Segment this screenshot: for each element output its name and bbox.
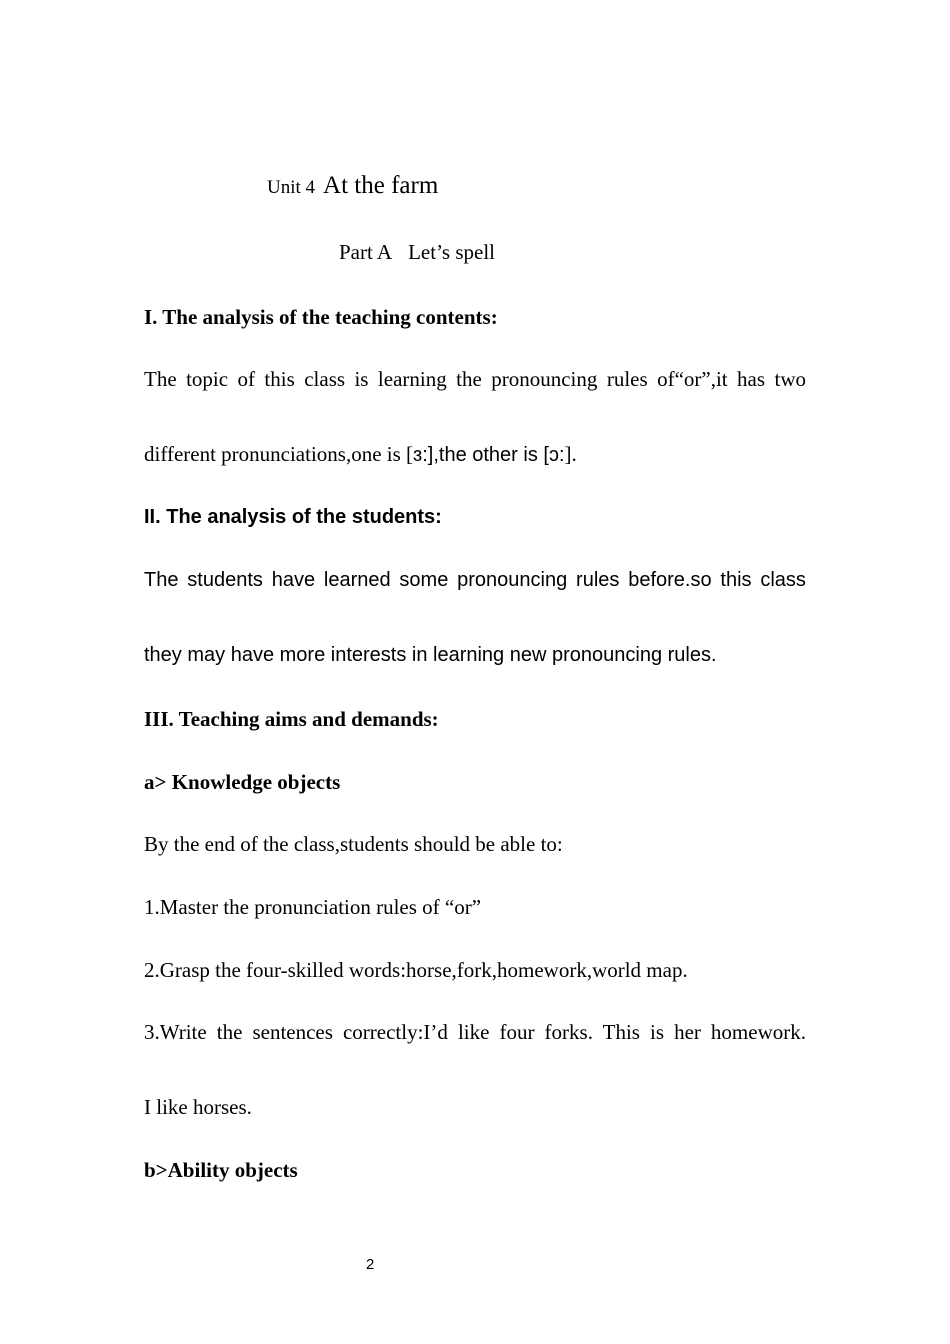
subtitle-name: Let’s spell	[408, 240, 495, 264]
word: pronouncing	[457, 569, 568, 591]
page-number: 2	[366, 1256, 375, 1273]
word: students	[187, 569, 263, 591]
unit-name: At the farm	[323, 172, 439, 199]
students-paragraph-line-2: they may have more interests in learning new pronouncing rules.	[144, 644, 717, 666]
section-heading-contents: I. The analysis of the teaching contents:	[144, 305, 498, 329]
word: learned	[323, 569, 391, 591]
word: The	[144, 569, 179, 591]
students-paragraph-line-1	[144, 569, 806, 592]
unit-title	[267, 172, 438, 200]
word: class	[760, 569, 806, 591]
knowledge-item-3-line-1: 3.Write the sentences correctly:I’d like four forks. This is her homework.	[144, 1020, 806, 1044]
word: this	[720, 569, 752, 591]
word: have	[271, 569, 316, 591]
subheading-ability-objects: b>Ability objects	[144, 1158, 298, 1182]
word: rules	[576, 569, 620, 591]
word: before.so	[628, 569, 712, 591]
subheading-knowledge-objects: a> Knowledge objects	[144, 770, 341, 794]
knowledge-item-3-line-2: I like horses.	[144, 1095, 252, 1119]
subtitle-part: Part A	[339, 240, 393, 264]
knowledge-intro: By the end of the class,students should be able to:	[144, 832, 563, 856]
knowledge-item-2: 2.Grasp the four-skilled words:horse,fork,homework,world map.	[144, 958, 688, 982]
lesson-subtitle	[339, 240, 495, 265]
contents-paragraph-line-2	[144, 442, 577, 467]
knowledge-item-1: 1.Master the pronunciation rules of “or”	[144, 895, 482, 919]
word: some	[399, 569, 449, 591]
unit-label: Unit 4	[267, 177, 316, 198]
contents-text-end: ].	[564, 442, 577, 466]
contents-paragraph-line-1: The topic of this class is learning the pronouncing rules of“or”,it has two	[144, 367, 806, 391]
contents-text: different pronunciations,one is [	[144, 442, 414, 466]
contents-text-mid: ],the other is [	[427, 444, 549, 466]
phonetic-symbol-2: ɔ:	[548, 444, 565, 466]
section-heading-students: II. The analysis of the students:	[144, 506, 442, 528]
section-heading-aims: III. Teaching aims and demands:	[144, 707, 439, 731]
phonetic-symbol-1: ɜ:	[413, 444, 428, 466]
